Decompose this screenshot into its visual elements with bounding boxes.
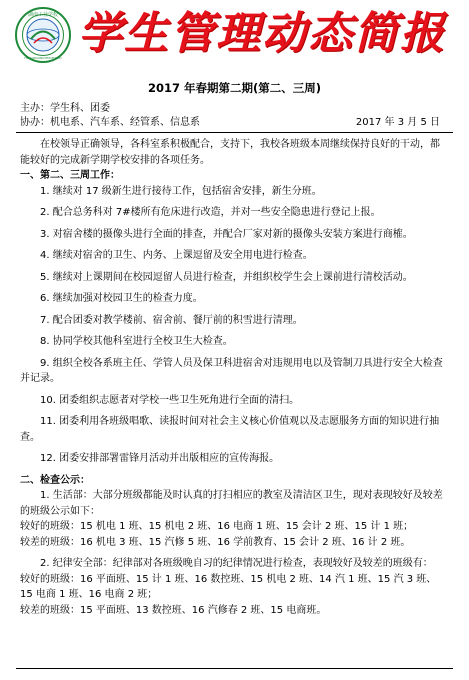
poor-classes-list: 较差的班级：15 平面班、13 数控班、16 汽修春 2 班、15 电商班。 bbox=[20, 604, 327, 616]
work-item: 4. 继续对宿舍的卫生、内务、上课逗留及安全用电进行检查。 bbox=[40, 250, 313, 261]
svg-text:湖南工业学校: 湖南工业学校 bbox=[27, 12, 59, 18]
header-divider bbox=[16, 132, 453, 133]
good-classes-list: 较好的班级：16 平面班、15 计 1 班、16 数控班、15 机电 2 班、14 汽 1 班、15 汽 3 班、15 电商 1 班、16 电商 2 班； bbox=[20, 573, 437, 600]
issue-title: 2017 年春期第二期(第二、三周) bbox=[147, 81, 322, 95]
work-item: 12. 团委安排部署雷锋月活动并出版相应的宣传海报。 bbox=[40, 453, 280, 464]
intro-paragraph: 在校领导正确领导，各科室系积极配合，支持下，我校各班级本周继续保持良好的干动，都能较好的完成新学期学校安排的各项任务。 bbox=[20, 139, 440, 166]
work-item: 8. 协同学校其他科室进行全校卫生大检查。 bbox=[40, 336, 233, 347]
sponsor-text: 主办：学生科、团委 bbox=[20, 103, 110, 114]
school-emblem-icon bbox=[14, 6, 72, 64]
poor-classes-list: 较差的班级：16 机电 3 班、15 汽修 5 班、16 学前教育、15 会计 2 班、16 计 2 班。 bbox=[20, 536, 411, 548]
co-organizer-text: 协办：机电系、汽车系、经管系、信息系 bbox=[20, 117, 200, 128]
work-item: 1. 继续对 17 级新生进行接待工作，包括宿舍安排，新生分班。 bbox=[40, 185, 322, 197]
newsletter-body bbox=[20, 137, 448, 618]
footer-divider bbox=[16, 668, 453, 669]
inspection-paragraph: 1. 生活部：大部分班级都能及时认真的打扫相应的教室及清洁区卫生，现对表现较好及较差的班级公示如下： bbox=[20, 490, 443, 517]
sponsor-line bbox=[20, 102, 440, 116]
work-item: 11. 团委利用各班级唱歌、读报时间对社会主义核心价值观以及志愿服务方面的知识进行抽查。 bbox=[20, 416, 440, 443]
svg-text:HUNANGONGYEXUEXIAO: HUNANGONGYEXUEXIAO bbox=[24, 56, 62, 60]
work-item: 2. 配合总务科对 7#楼所有危床进行改造，并对一些安全隐患进行登记上报。 bbox=[40, 207, 381, 218]
work-item: 5. 继续对上课期间在校园逗留人员进行检查，并组织校学生会上课前进行清校活动。 bbox=[40, 271, 413, 283]
work-item: 6. 继续加强对校园卫生的检查力度。 bbox=[40, 293, 203, 304]
work-item: 9. 组织全校各系班主任、学管人员及保卫科进宿舍对违规用电以及管制刀具进行安全大检查并记录。 bbox=[20, 357, 443, 384]
work-item: 7. 配合团委对教学楼前、宿舍前、餐厅前的积雪进行清理。 bbox=[40, 314, 303, 326]
section-1-heading: 一、第二、三周工作： bbox=[20, 170, 120, 181]
work-item: 10. 团委组织志愿者对学校一些卫生死角进行全面的清扫。 bbox=[40, 394, 300, 406]
section-2-heading: 二、检查公示： bbox=[20, 474, 90, 486]
co-organizer-line bbox=[20, 116, 440, 130]
inspection-paragraph: 2. 纪律安全部：纪律部对各班级晚自习的纪律情况进行检查，表现较好及较差的班级有： bbox=[40, 558, 433, 569]
banner-title: 学生管理动态简报 bbox=[78, 8, 446, 59]
school-logo bbox=[14, 6, 72, 64]
masthead bbox=[0, 0, 469, 72]
good-classes-list: 较好的班级：15 机电 1 班、15 机电 2 班、16 电商 1 班、15 会计 2 班、15 计 1 班； bbox=[20, 521, 414, 532]
work-item: 3. 对宿舍楼的摄像头进行全面的排查，并配合厂家对新的摄像头安装方案进行商榷。 bbox=[40, 228, 413, 240]
issue-date: 2017 年 3 月 5 日 bbox=[355, 117, 440, 128]
